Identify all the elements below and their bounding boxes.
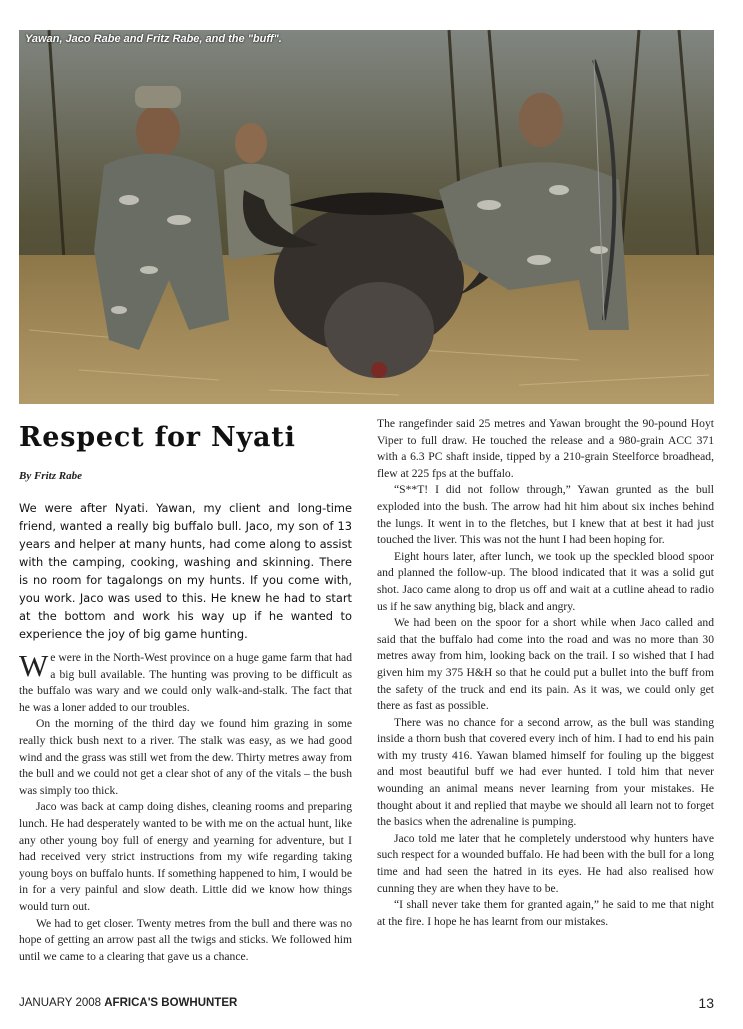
body-paragraph: Jaco told me later that he completely understood why hunters have such respect for a wounded buffalo. He had been with the bull for a long time and had seen the hatred in its eyes. He had also realised how cunning they are when they have to be. [377, 831, 714, 895]
footer-issue [19, 997, 237, 1009]
body-paragraph: There was no chance for a second arrow, as the bull was standing inside a thorn bush that covered every inch of him. I had to end his pain with my trusty 416. Yawan blamed himself for fouling up the biggest and most beautiful buff we had ever hunted. I told him that never wounding an animal means never learning from your mistakes. He thought about it and replied that maybe we should all learn not to forget the basics when the adrenaline is pumping. [377, 715, 714, 829]
body-paragraph: Eight hours later, after lunch, we took up the speckled blood spoor and planned the follow-up. The blood indicated that it was a solid gut shot. Jaco came along to drop us off and wait at a cutline ahead to radio us if he saw anything big, black and angry. [377, 549, 714, 613]
left-column [19, 650, 352, 965]
body-paragraph: We had been on the spoor for a short while when Jaco called and said that the buffalo had come into the road and was no more than 30 metres away from him, looking back on the trail. I so wished that I had given him my 375 H&H so that he could put a bullet into the buff from the safety of the truck and end its pain. As it was, we could only get there as fast as possible. [377, 616, 714, 713]
drop-cap: W [19, 648, 49, 683]
intro-text: We were after Nyati. Yawan, my client and long-time friend, wanted a really big buffalo bull. Jaco, my son of 13 years and helper at many hunts, had come along to assist with the camping, cooking, washing and skinning. There is no room for tagalongs on my hunts. If you come with, you work. Jaco was used to this. He knew he had to start at the bottom and work his way up if he wanted to experience the joy of big game hunting. [19, 501, 352, 641]
body-paragraph: We had to get closer. Twenty metres from the bull and there was no hope of getting an arrow past all the twigs and sticks. We followed him until we came to a clearing that gave us a chance. [19, 916, 352, 963]
byline: By Fritz Rabe [19, 470, 82, 482]
footer-magazine: AFRICA'S BOWHUNTER [104, 997, 238, 1009]
right-column [377, 416, 714, 930]
paragraph-text: e were in the North-West province on a huge game farm that had a big bull available. The hunting was proving to be difficult as the buffalo was wary and we could only walk-and-stalk. The fact that he was a loner added to our troubles. [19, 651, 352, 714]
intro-paragraph [19, 499, 352, 643]
hunt-photo [19, 30, 714, 404]
photo-caption: Yawan, Jaco Rabe and Fritz Rabe, and the "buff". [25, 33, 282, 45]
body-paragraph: “S**T! I did not follow through,” Yawan grunted as the bull exploded into the bush. The arrow had hit him about six inches behind the lungs. It went in to the fletches, but I knew that at best it had just touched the liver. This was not the hunt I had been hoping for. [377, 483, 714, 547]
page-number: 13 [698, 995, 714, 1011]
body-paragraph: Jaco was back at camp doing dishes, cleaning rooms and preparing lunch. He had desperately wanted to be with me on the actual hunt, like any other young boy full of energy and yearning for adventure, but I had received very strict instructions from my wife regarding taking young boys on buffalo hunts. If something happened to him, I would be in for a very painful and slow death. Little did we know how things would turn out. [19, 800, 352, 913]
footer-date: JANUARY 2008 [19, 997, 102, 1009]
body-paragraph [19, 650, 352, 716]
body-paragraph: On the morning of the third day we found him grazing in some really thick bush next to a river. The stalk was easy, as we had good wind and the grass was still wet from the dew. Thirty metres away from the bull and we could not get a clear shot of any of the vitals – the bush was simply too thick. [19, 717, 352, 797]
hunt-photo-image [19, 30, 714, 404]
body-paragraph: “I shall never take them for granted again,” he said to me that night at the fire. I hope he has learnt from our mistakes. [377, 898, 714, 928]
article-title: Respect for Nyati [19, 422, 296, 453]
body-paragraph: The rangefinder said 25 metres and Yawan brought the 90-pound Hoyt Viper to full draw. He touched the release and a 980-grain ACC 371 with a 6.3 PC shaft inside, tipped by a 210-grain Steelforce broadhead, flew at 225 fps at the buffalo. [377, 417, 714, 480]
